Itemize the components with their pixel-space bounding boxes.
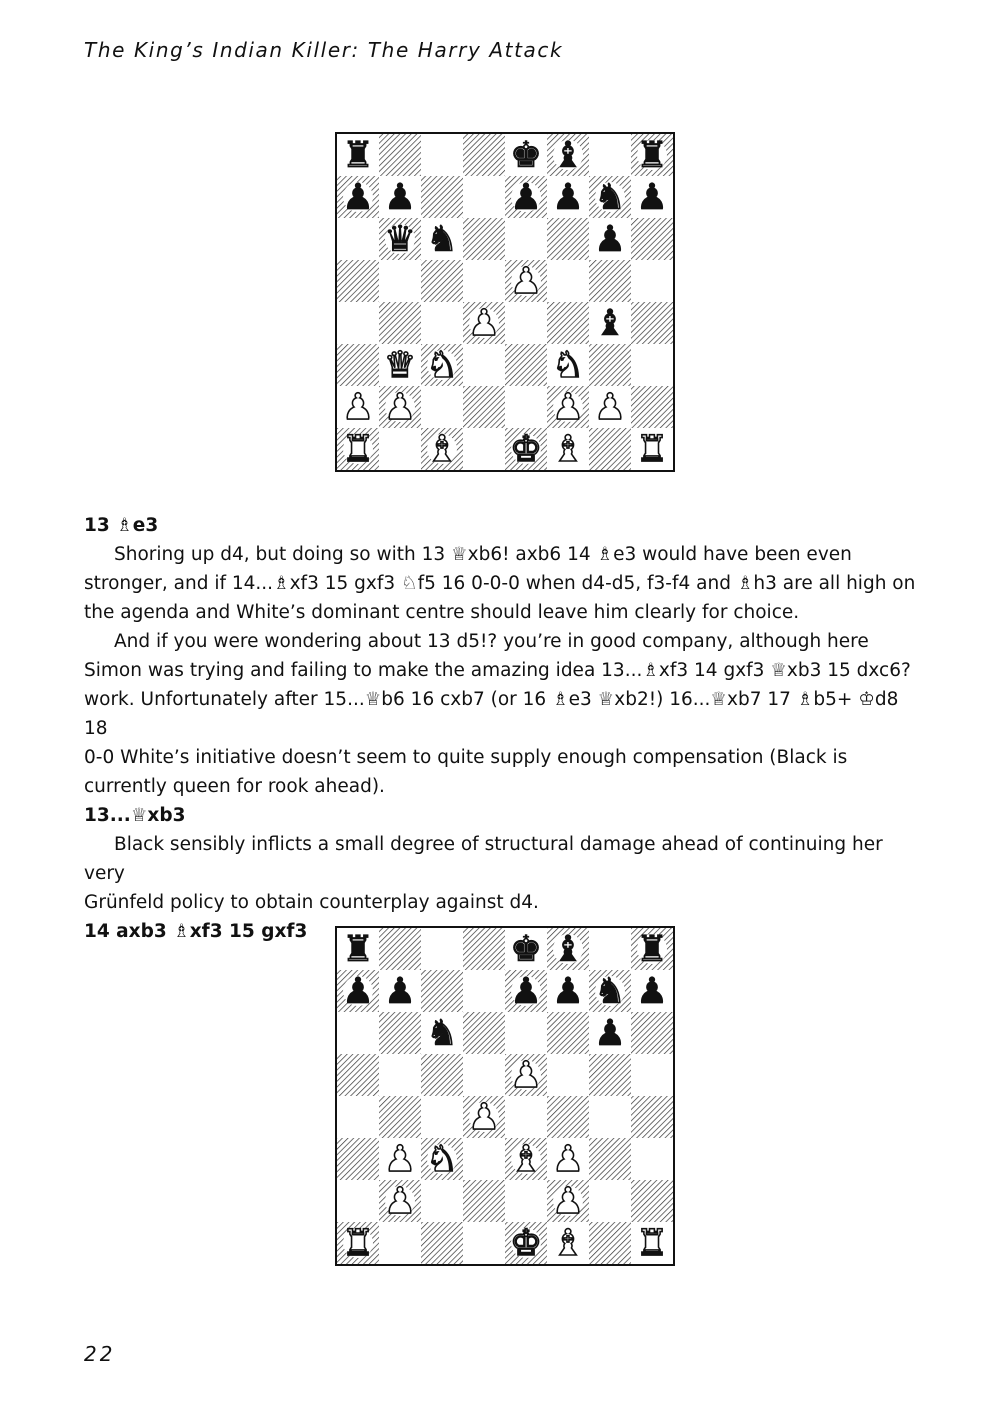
square-a3 xyxy=(337,344,379,386)
square-h6 xyxy=(631,218,673,260)
white-pawn-d4-icon: ♟ xyxy=(467,1097,501,1138)
square-g4 xyxy=(589,1096,631,1138)
square-c1 xyxy=(421,1222,463,1264)
square-b8 xyxy=(379,928,421,970)
black-pawn-g6-icon: ♟ xyxy=(593,1013,627,1054)
square-d1 xyxy=(463,1222,505,1264)
board-svg-2 xyxy=(337,928,673,1264)
chess-diagram-2 xyxy=(335,926,675,1266)
square-a6 xyxy=(337,218,379,260)
square-a5 xyxy=(337,260,379,302)
black-pawn-h7-icon: ♟ xyxy=(635,971,669,1012)
white-bishop-f1-icon: ♝ xyxy=(551,1223,585,1264)
square-c4 xyxy=(421,1096,463,1138)
square-a5 xyxy=(337,1054,379,1096)
square-h2 xyxy=(631,1180,673,1222)
black-pawn-e7-icon: ♟ xyxy=(509,971,543,1012)
square-d3 xyxy=(463,1138,505,1180)
square-d2 xyxy=(463,1180,505,1222)
square-g8 xyxy=(589,134,631,176)
white-bishop-f1-icon: ♝ xyxy=(551,429,585,470)
black-knight-c6-icon: ♞ xyxy=(425,1013,459,1054)
square-c7 xyxy=(421,970,463,1012)
square-b4 xyxy=(379,1096,421,1138)
black-pawn-e7-icon: ♟ xyxy=(509,177,543,218)
square-a6 xyxy=(337,1012,379,1054)
square-g1 xyxy=(589,428,631,470)
square-e2 xyxy=(505,1180,547,1222)
square-g1 xyxy=(589,1222,631,1264)
square-h2 xyxy=(631,386,673,428)
white-pawn-b3-icon: ♟ xyxy=(383,1139,417,1180)
square-c5 xyxy=(421,260,463,302)
square-h3 xyxy=(631,344,673,386)
square-e6 xyxy=(505,1012,547,1054)
square-a3 xyxy=(337,1138,379,1180)
move-13-be3: 13 ♗e3 xyxy=(84,515,159,536)
commentary-paragraph-1: Shoring up d4, but doing so with 13 ♕xb6! axb6 14 ♗e3 would have been even stronger, and if 14...♗xf3 15 gxf3 ♘f5 16 0-0-0 when d4-d5, f3-f4 and ♗h3 are all high on the agenda and White’s dominant centre should leave him clearly for choice. xyxy=(84,544,916,623)
square-e6 xyxy=(505,218,547,260)
running-head: The King’s Indian Killer: The Harry Attack xyxy=(84,38,564,62)
black-knight-g7-icon: ♞ xyxy=(593,971,627,1012)
square-c2 xyxy=(421,386,463,428)
square-b1 xyxy=(379,428,421,470)
white-pawn-f3-icon: ♟ xyxy=(551,1139,585,1180)
commentary-paragraph-3: Black sensibly inflicts a small degree of structural damage ahead of continuing her very Grünfeld policy to obtain counterplay against d4. xyxy=(84,834,883,913)
square-b4 xyxy=(379,302,421,344)
square-c2 xyxy=(421,1180,463,1222)
black-pawn-h7-icon: ♟ xyxy=(635,177,669,218)
move-14-axb3: 14 axb3 ♗xf3 15 gxf3 xyxy=(84,921,308,942)
square-g3 xyxy=(589,1138,631,1180)
square-h5 xyxy=(631,1054,673,1096)
square-f4 xyxy=(547,1096,589,1138)
white-queen-b3-icon: ♛ xyxy=(383,345,417,386)
square-h4 xyxy=(631,1096,673,1138)
square-e3 xyxy=(505,344,547,386)
square-e4 xyxy=(505,1096,547,1138)
black-rook-a8-icon: ♜ xyxy=(341,929,375,970)
square-d7 xyxy=(463,176,505,218)
square-b8 xyxy=(379,134,421,176)
square-c5 xyxy=(421,1054,463,1096)
white-pawn-g2-icon: ♟ xyxy=(593,387,627,428)
square-d1 xyxy=(463,428,505,470)
square-h4 xyxy=(631,302,673,344)
square-d3 xyxy=(463,344,505,386)
white-pawn-f2-icon: ♟ xyxy=(551,387,585,428)
black-pawn-a7-icon: ♟ xyxy=(341,971,375,1012)
square-d2 xyxy=(463,386,505,428)
square-h6 xyxy=(631,1012,673,1054)
square-d5 xyxy=(463,1054,505,1096)
square-f5 xyxy=(547,260,589,302)
square-h3 xyxy=(631,1138,673,1180)
white-pawn-d4-icon: ♟ xyxy=(467,303,501,344)
square-d8 xyxy=(463,134,505,176)
square-f6 xyxy=(547,218,589,260)
square-a4 xyxy=(337,302,379,344)
square-b5 xyxy=(379,1054,421,1096)
square-c8 xyxy=(421,928,463,970)
white-king-e1-icon: ♚ xyxy=(509,1223,543,1264)
black-knight-c6-icon: ♞ xyxy=(425,219,459,260)
white-knight-f3-icon: ♞ xyxy=(551,345,585,386)
white-rook-h1-icon: ♜ xyxy=(635,1223,669,1264)
chess-diagram-1 xyxy=(335,132,675,472)
white-knight-c3-icon: ♞ xyxy=(425,345,459,386)
commentary-section xyxy=(84,511,924,946)
square-d7 xyxy=(463,970,505,1012)
black-pawn-g6-icon: ♟ xyxy=(593,219,627,260)
square-b6 xyxy=(379,1012,421,1054)
move-13-qxb3: 13...♕xb3 xyxy=(84,805,186,826)
board-svg-1 xyxy=(337,134,673,470)
square-f5 xyxy=(547,1054,589,1096)
black-pawn-f7-icon: ♟ xyxy=(551,177,585,218)
black-bishop-f8-icon: ♝ xyxy=(551,929,585,970)
black-pawn-b7-icon: ♟ xyxy=(383,971,417,1012)
square-d5 xyxy=(463,260,505,302)
black-pawn-b7-icon: ♟ xyxy=(383,177,417,218)
page-number: 22 xyxy=(84,1342,116,1366)
square-g5 xyxy=(589,260,631,302)
square-a4 xyxy=(337,1096,379,1138)
white-bishop-c1-icon: ♝ xyxy=(425,429,459,470)
black-rook-a8-icon: ♜ xyxy=(341,135,375,176)
white-pawn-b2-icon: ♟ xyxy=(383,1181,417,1222)
white-pawn-b2-icon: ♟ xyxy=(383,387,417,428)
square-h5 xyxy=(631,260,673,302)
commentary-paragraph-2: And if you were wondering about 13 d5!? you’re in good company, although here Simon was trying and failing to make the amazing idea 13...♗xf3 14 gxf3 ♕xb3 15 dxc6? work. Unfortunately after 15...♕b6 16 cxb7 (or 16 ♗e3 ♕xb2!) 16...♕xb7 17 ♗b5+ ♔d8 18 0-0 White’s initiative doesn’t seem to quite supply enough compensation (Black is currently queen for rook ahead). xyxy=(84,631,911,797)
black-rook-h8-icon: ♜ xyxy=(635,929,669,970)
black-bishop-g4-icon: ♝ xyxy=(593,303,627,344)
black-rook-h8-icon: ♜ xyxy=(635,135,669,176)
white-knight-c3-icon: ♞ xyxy=(425,1139,459,1180)
square-d6 xyxy=(463,218,505,260)
black-king-e8-icon: ♚ xyxy=(509,135,543,176)
square-f4 xyxy=(547,302,589,344)
square-g2 xyxy=(589,1180,631,1222)
square-e4 xyxy=(505,302,547,344)
square-c8 xyxy=(421,134,463,176)
black-queen-b6-icon: ♛ xyxy=(383,219,417,260)
square-d8 xyxy=(463,928,505,970)
white-bishop-e3-icon: ♝ xyxy=(509,1139,543,1180)
square-f6 xyxy=(547,1012,589,1054)
square-g8 xyxy=(589,928,631,970)
white-rook-h1-icon: ♜ xyxy=(635,429,669,470)
square-c7 xyxy=(421,176,463,218)
black-pawn-a7-icon: ♟ xyxy=(341,177,375,218)
black-bishop-f8-icon: ♝ xyxy=(551,135,585,176)
square-g3 xyxy=(589,344,631,386)
white-pawn-f2-icon: ♟ xyxy=(551,1181,585,1222)
white-rook-a1-icon: ♜ xyxy=(341,429,375,470)
white-rook-a1-icon: ♜ xyxy=(341,1223,375,1264)
white-pawn-e5-icon: ♟ xyxy=(509,261,543,302)
square-e2 xyxy=(505,386,547,428)
square-g5 xyxy=(589,1054,631,1096)
white-king-e1-icon: ♚ xyxy=(509,429,543,470)
square-c4 xyxy=(421,302,463,344)
square-b5 xyxy=(379,260,421,302)
black-knight-g7-icon: ♞ xyxy=(593,177,627,218)
white-pawn-e5-icon: ♟ xyxy=(509,1055,543,1096)
black-king-e8-icon: ♚ xyxy=(509,929,543,970)
black-pawn-f7-icon: ♟ xyxy=(551,971,585,1012)
square-a2 xyxy=(337,1180,379,1222)
square-b1 xyxy=(379,1222,421,1264)
white-pawn-a2-icon: ♟ xyxy=(341,387,375,428)
square-d6 xyxy=(463,1012,505,1054)
